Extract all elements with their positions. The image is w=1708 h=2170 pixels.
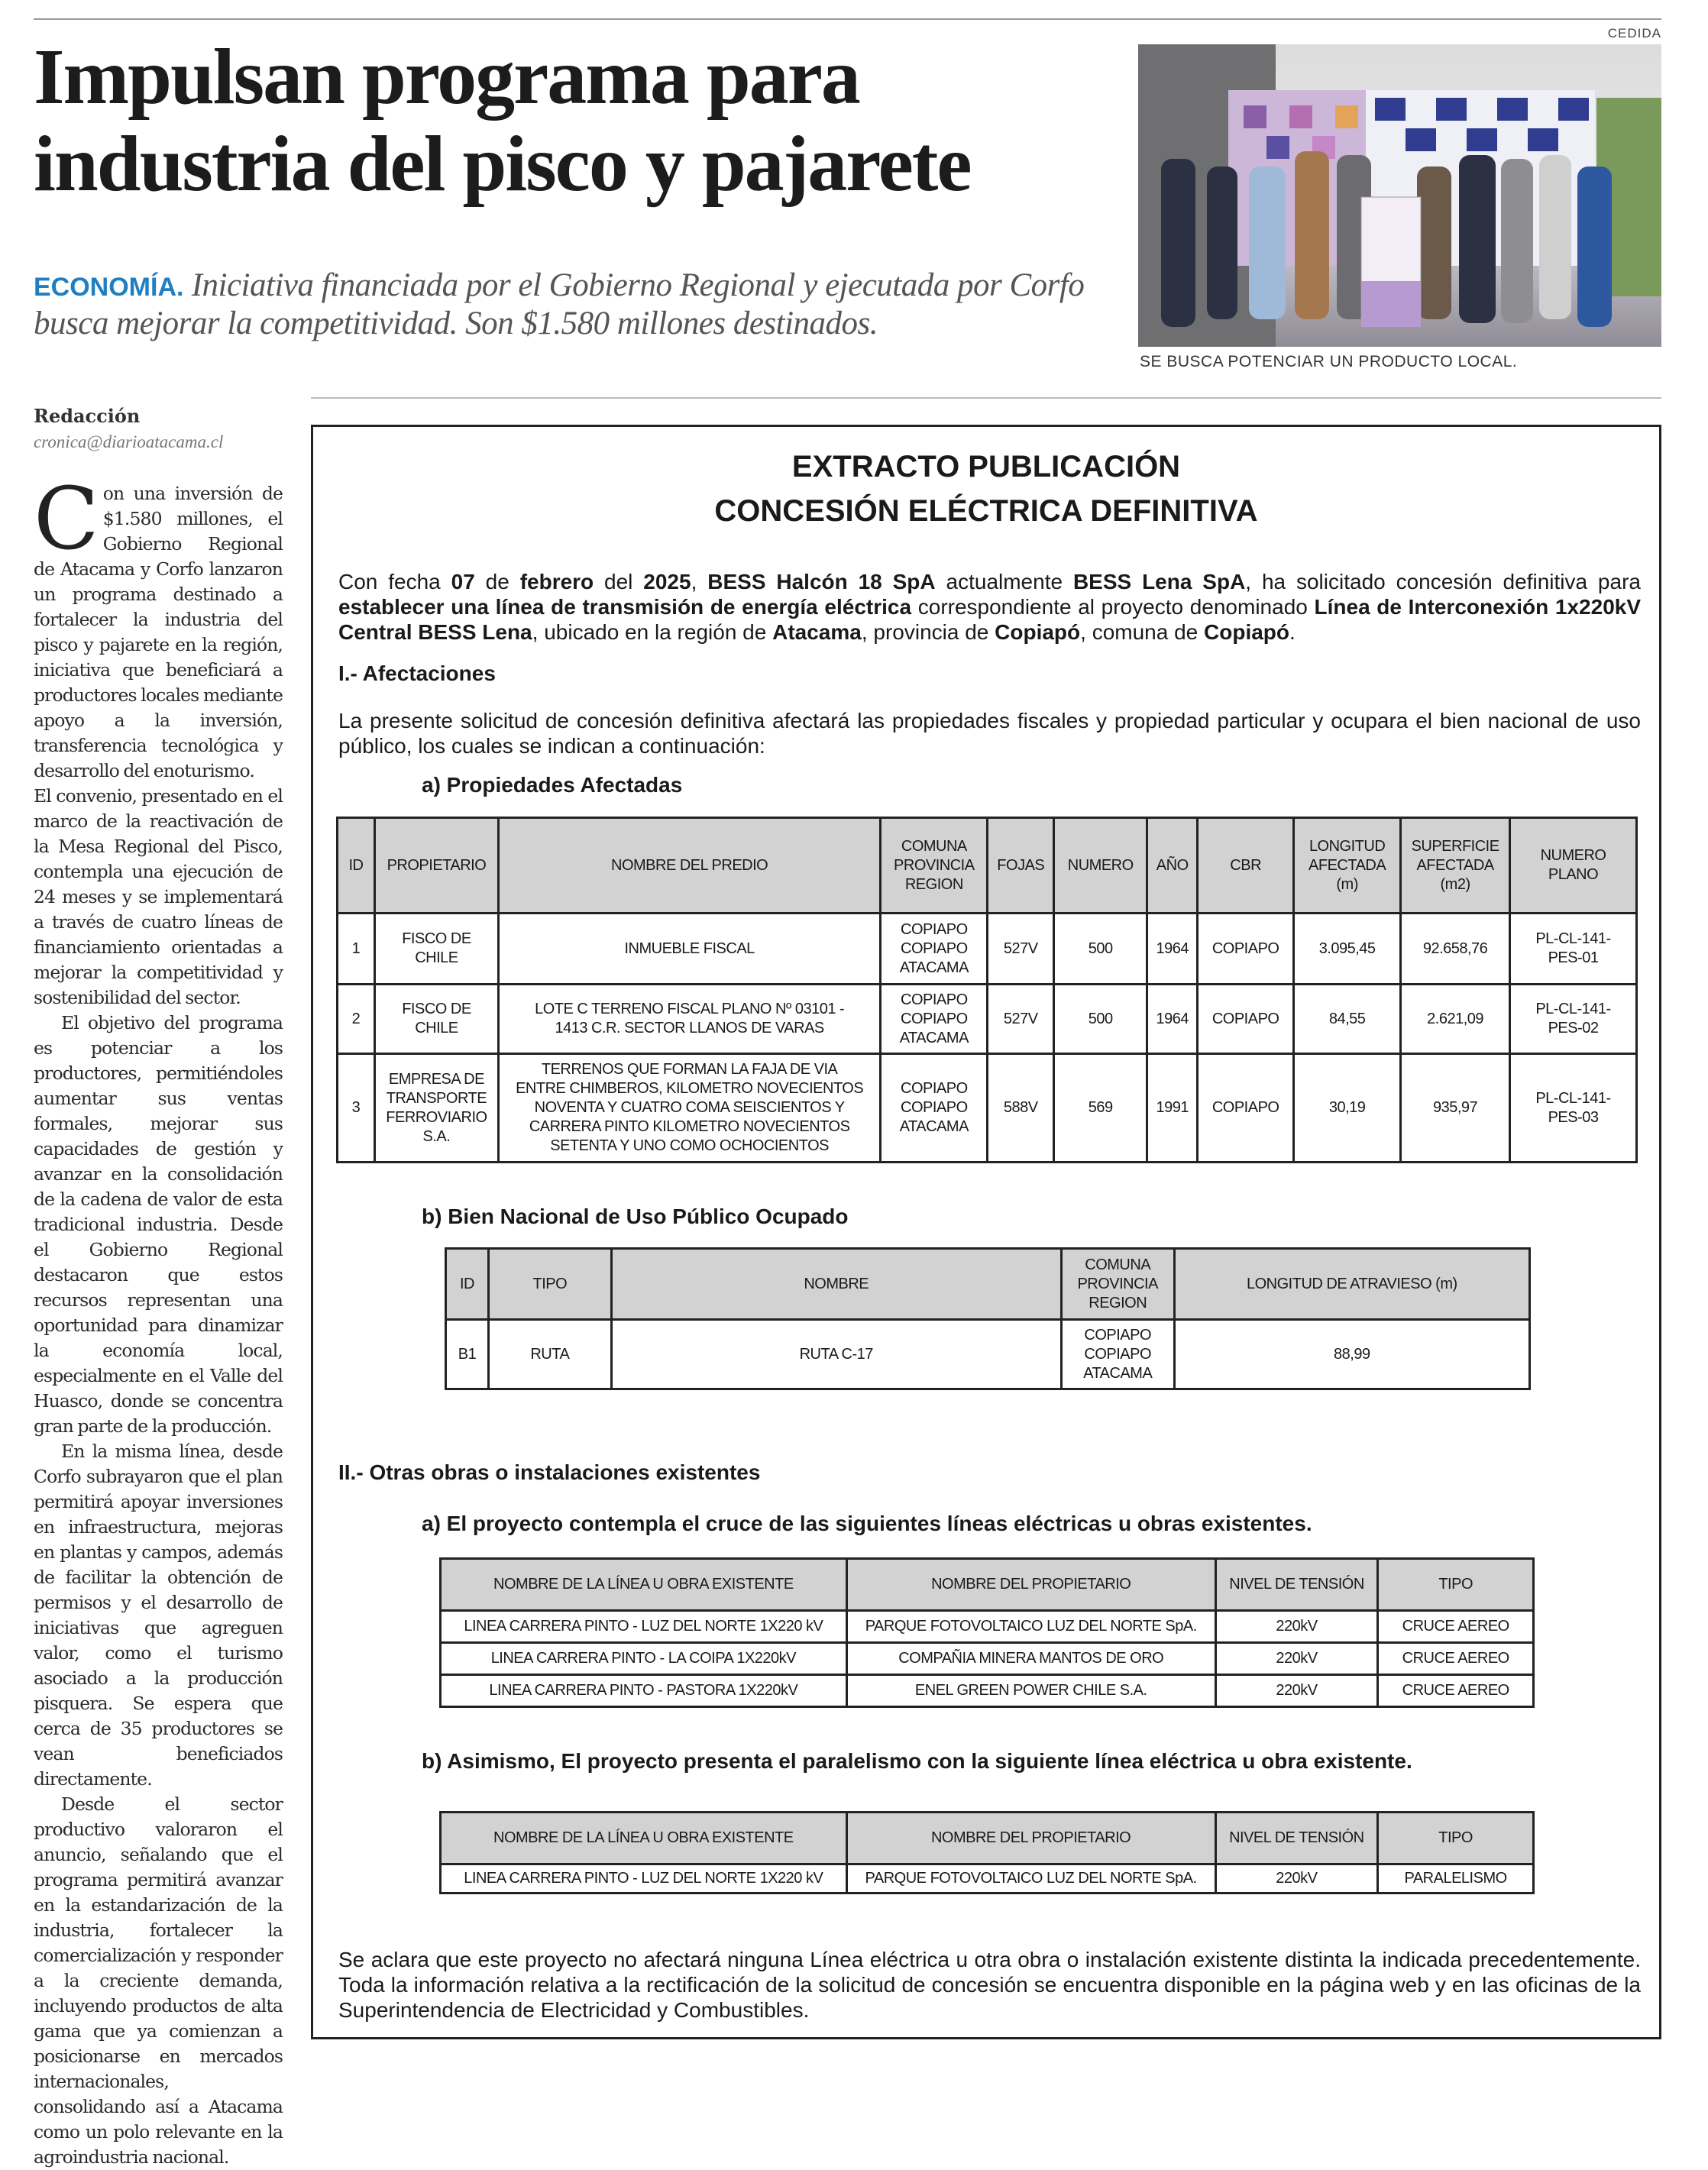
- column-header: NOMBRE DE LA LÍNEA U OBRA EXISTENTE: [441, 1813, 847, 1864]
- intro-text: actualmente: [935, 570, 1073, 593]
- intro-bold-text: BESS Halcón 18 SpA: [707, 570, 936, 593]
- intro-bold-text: 07: [451, 570, 475, 593]
- legal-notice-box: [311, 425, 1661, 2039]
- intro-text: ,: [691, 570, 708, 593]
- table-cell: 30,19: [1294, 1054, 1401, 1163]
- headline-line: industria del pisco y pajarete: [34, 120, 971, 208]
- table-cell: 3.095,45: [1294, 914, 1401, 985]
- column-header: COMUNA PROVINCIA REGION: [881, 818, 988, 914]
- table-cell: 220kV: [1215, 1611, 1378, 1643]
- section-divider: [311, 397, 1661, 399]
- body-paragraph: El objetivo del programa es potenciar a los productores, permitiéndoles aumentar sus ventas formales, mejorar sus capacidades de gestión y avanzar en la consolidación de la cadena de valor de esta tradicional industria. Desde el Gobierno Regional destacaron que estos recursos representan una oportunidad para dinamizar la economía local, especialmente en el Valle del Huasco, donde se concentra gran parte de la producción.: [34, 1012, 283, 1437]
- intro-text: correspondiente al proyecto denominado: [911, 595, 1315, 619]
- table-cell: COMPAÑIA MINERA MANTOS DE ORO: [846, 1643, 1215, 1675]
- table-cell: 1964: [1147, 985, 1198, 1054]
- table-cell: LINEA CARRERA PINTO - LUZ DEL NORTE 1X220 kV: [441, 1611, 847, 1643]
- column-header: CBR: [1198, 818, 1294, 914]
- article-photo: [1138, 44, 1661, 347]
- table-header-row: [441, 1559, 1534, 1611]
- table-cell: 1991: [1147, 1054, 1198, 1163]
- column-header: NIVEL DE TENSIÓN: [1215, 1813, 1378, 1864]
- column-header: AÑO: [1147, 818, 1198, 914]
- table-cell: 220kV: [1215, 1864, 1378, 1893]
- column-header: SUPERFICIE AFECTADA (m2): [1401, 818, 1510, 914]
- notice-subtitle: CONCESIÓN ELÉCTRICA DEFINITIVA: [714, 494, 1258, 528]
- column-header: NIVEL DE TENSIÓN: [1215, 1559, 1378, 1611]
- table-cell: 92.658,76: [1401, 914, 1510, 985]
- table-row: [441, 1864, 1534, 1893]
- table-cell: 220kV: [1215, 1675, 1378, 1707]
- table-cell: 1: [338, 914, 375, 985]
- cruce-table: [439, 1557, 1535, 1708]
- table-row: [441, 1611, 1534, 1643]
- table-cell: COPIAPO COPIAPO ATACAMA: [881, 1054, 988, 1163]
- column-header: NOMBRE DEL PROPIETARIO: [846, 1559, 1215, 1611]
- table-cell: 588V: [988, 1054, 1054, 1163]
- cruce-heading: a) El proyecto contempla el cruce de las siguientes líneas eléctricas u obras existentes.: [422, 1512, 1312, 1535]
- table-cell: FISCO DE CHILE: [374, 985, 498, 1054]
- propiedades-heading: a) Propiedades Afectadas: [422, 773, 683, 797]
- table-cell: 3: [338, 1054, 375, 1163]
- column-header: TIPO: [1378, 1813, 1534, 1864]
- column-header: NOMBRE DEL PROPIETARIO: [846, 1813, 1215, 1864]
- column-header: NOMBRE DEL PREDIO: [498, 818, 880, 914]
- intro-bold-text: febrero: [519, 570, 594, 593]
- table-cell: PARALELISMO: [1378, 1864, 1534, 1893]
- column-header: NUMERO: [1054, 818, 1147, 914]
- paralelismo-heading: b) Asimismo, El proyecto presenta el paralelismo con la siguiente línea eléctrica u obra existente.: [422, 1749, 1412, 1773]
- afectaciones-text: La presente solicitud de concesión definitiva afectará las propiedades fiscales y propiedad particular y ocupara el bien nacional de uso público, los cuales se indican a continuación:: [338, 709, 1641, 758]
- table-cell: COPIAPO COPIAPO ATACAMA: [881, 985, 988, 1054]
- table-cell: PL-CL-141- PES-03: [1510, 1054, 1637, 1163]
- table-cell: FISCO DE CHILE: [374, 914, 498, 985]
- body-paragraph: on una inversión de $1.580 millones, el Gobierno Regional de Atacama y Corfo lanzaron un programa destinado a fortalecer la industria del pisco y pajarete en la región, iniciativa que beneficiará a productores locales mediante apoyo a la inversión, transferencia tecnológica y desarrollo del enoturismo.: [34, 483, 283, 781]
- table-cell: LINEA CARRERA PINTO - PASTORA 1X220kV: [441, 1675, 847, 1707]
- intro-text: , comuna de: [1080, 620, 1205, 644]
- column-header: ID: [338, 818, 375, 914]
- author-email[interactable]: cronica@diarioatacama.cl: [34, 432, 224, 451]
- table-cell: COPIAPO COPIAPO ATACAMA: [881, 914, 988, 985]
- table-header-row: [446, 1249, 1530, 1320]
- table-cell: TERRENOS QUE FORMAN LA FAJA DE VIA ENTRE CHIMBEROS, KILOMETRO NOVECIENTOS NOVENTA Y CUATRO COMA SEISCIENTOS Y CARRERA PINTO KILOMETRO NOVECIENTOS SETENTA Y UNO COMO OCHOCIENTOS: [498, 1054, 880, 1163]
- table-cell: 2: [338, 985, 375, 1054]
- table-cell: LOTE C TERRENO FISCAL PLANO Nº 03101 - 1413 C.R. SECTOR LLANOS DE VARAS: [498, 985, 880, 1054]
- table-cell: 84,55: [1294, 985, 1401, 1054]
- table-cell: 527V: [988, 914, 1054, 985]
- column-header: NOMBRE: [611, 1249, 1061, 1320]
- bien-nacional-table: [445, 1247, 1531, 1390]
- table-cell: INMUEBLE FISCAL: [498, 914, 880, 985]
- subhead-text: Iniciativa financiada por el Gobierno Regional y ejecutada por Corfo busca mejorar la competitividad. Son $1.580 millones destinados.: [34, 267, 1085, 341]
- intro-bold-text: Atacama: [772, 620, 862, 644]
- byline: Redacción: [34, 405, 141, 427]
- article-body: [34, 470, 283, 2170]
- table-row: [338, 1054, 1637, 1163]
- table-cell: COPIAPO: [1198, 1054, 1294, 1163]
- intro-bold-text: 2025: [643, 570, 691, 593]
- table-cell: 935,97: [1401, 1054, 1510, 1163]
- photo-caption: SE BUSCA POTENCIAR UN PRODUCTO LOCAL.: [1140, 353, 1518, 370]
- table-cell: LINEA CARRERA PINTO - LA COIPA 1X220kV: [441, 1643, 847, 1675]
- column-header: NUMERO PLANO: [1510, 818, 1637, 914]
- table-header-row: [441, 1813, 1534, 1864]
- table-row: [441, 1675, 1534, 1707]
- table-cell: COPIAPO COPIAPO ATACAMA: [1061, 1320, 1174, 1389]
- body-paragraph: El convenio, presentado en el marco de la reactivación de la Mesa Regional del Pisco, contempla una ejecución de 24 meses y se implementará a través de cuatro líneas de financiamiento orientadas a mejorar la competitividad y sostenibilidad del sector.: [34, 785, 283, 1008]
- table-row: [338, 914, 1637, 985]
- table-cell: COPIAPO: [1198, 914, 1294, 985]
- table-cell: PARQUE FOTOVOLTAICO LUZ DEL NORTE SpA.: [846, 1864, 1215, 1893]
- body-paragraph: Desde el sector productivo valoraron el anuncio, señalando que el programa permitirá avanzar en la estandarización de la industria, fortalecer la comercialización y responder a la creciente demanda, incluyendo productos de alta gama que ya comienzan a posicionarse en mercados internacionales, consolidando así a Atacama como un polo relevante en la agroindustria nacional.: [34, 1793, 283, 2168]
- table-cell: PL-CL-141- PES-01: [1510, 914, 1637, 985]
- column-header: PROPIETARIO: [374, 818, 498, 914]
- table-row: [338, 985, 1637, 1054]
- table-row: [446, 1320, 1530, 1389]
- table-cell: PL-CL-141- PES-02: [1510, 985, 1637, 1054]
- intro-bold-text: Copiapó: [1204, 620, 1290, 644]
- intro-bold-text: Copiapó: [995, 620, 1081, 644]
- table-cell: EMPRESA DE TRANSPORTE FERROVIARIO S.A.: [374, 1054, 498, 1163]
- intro-bold-text: Línea de Interconexión 1x220kV Central BESS Lena: [338, 595, 1642, 644]
- photo-credit: CEDIDA: [1607, 26, 1661, 40]
- notice-title: EXTRACTO PUBLICACIÓN: [791, 450, 1181, 483]
- table-cell: 500: [1054, 985, 1147, 1054]
- bien-nacional-heading: b) Bien Nacional de Uso Público Ocupado: [422, 1205, 849, 1228]
- body-paragraph: En la misma línea, desde Corfo subrayaron que el plan permitirá apoyar inversiones en infraestructura, mejoras en plantas y campos, además de facilitar la obtención de permisos y el desarrollo de iniciativas que agreguen valor, como el turismo asociado a la producción pisquera. Se espera que cerca de 35 productores se vean beneficiados directamente.: [34, 1441, 283, 1790]
- table-cell: RUTA C-17: [611, 1320, 1061, 1389]
- table-cell: LINEA CARRERA PINTO - LUZ DEL NORTE 1X220 kV: [441, 1864, 847, 1893]
- table-cell: B1: [446, 1320, 489, 1389]
- intro-text: , ha solicitado concesión definitiva para: [1245, 570, 1641, 593]
- subhead: [34, 267, 1118, 342]
- table-cell: 569: [1054, 1054, 1147, 1163]
- section-afectaciones: I.- Afectaciones: [338, 661, 496, 685]
- intro-bold-text: BESS Lena SpA: [1072, 570, 1246, 593]
- table-cell: 527V: [988, 985, 1054, 1054]
- table-cell: 500: [1054, 914, 1147, 985]
- intro-text: , ubicado en la región de: [532, 620, 773, 644]
- table-cell: 88,99: [1174, 1320, 1529, 1389]
- table-cell: CRUCE AEREO: [1378, 1675, 1534, 1707]
- column-header: TIPO: [1378, 1559, 1534, 1611]
- table-cell: RUTA: [488, 1320, 611, 1389]
- column-header: COMUNA PROVINCIA REGION: [1061, 1249, 1174, 1320]
- section-label: ECONOMÍA.: [34, 273, 184, 302]
- table-cell: CRUCE AEREO: [1378, 1643, 1534, 1675]
- table-cell: ENEL GREEN POWER CHILE S.A.: [846, 1675, 1215, 1707]
- column-header: NOMBRE DE LA LÍNEA U OBRA EXISTENTE: [441, 1559, 847, 1611]
- intro-bold-text: establecer una línea de transmisión de energía eléctrica: [338, 595, 912, 619]
- column-header: LONGITUD AFECTADA (m): [1294, 818, 1401, 914]
- headline: [34, 34, 1134, 217]
- headline-line: Impulsan programa para: [34, 33, 859, 121]
- section-otras-obras: II.- Otras obras o instalaciones existentes: [338, 1460, 761, 1484]
- table-row: [441, 1643, 1534, 1675]
- notice-intro: [338, 569, 1641, 645]
- closing-text: Se aclara que este proyecto no afectará ninguna Línea eléctrica u otra obra o instalación existente distinta la indicada precedentemente. Toda la información relativa a la rectificación de la solicitud de concesión se encuentra disponible en la página web y en las oficinas de la Superintendencia de Electricidad y Combustibles.: [338, 1948, 1641, 2022]
- column-header: ID: [446, 1249, 489, 1320]
- table-cell: CRUCE AEREO: [1378, 1611, 1534, 1643]
- intro-text: de: [474, 570, 520, 593]
- column-header: LONGITUD DE ATRAVIESO (m): [1174, 1249, 1529, 1320]
- intro-text: , provincia de: [861, 620, 995, 644]
- intro-text: Con fecha: [338, 570, 451, 593]
- table-cell: 220kV: [1215, 1643, 1378, 1675]
- table-cell: PARQUE FOTOVOLTAICO LUZ DEL NORTE SpA.: [846, 1611, 1215, 1643]
- column-header: FOJAS: [988, 818, 1054, 914]
- propiedades-table: [336, 817, 1638, 1163]
- paralelismo-table: [439, 1811, 1535, 1894]
- table-header-row: [338, 818, 1637, 914]
- table-cell: 2.621,09: [1401, 985, 1510, 1054]
- drop-cap: C: [34, 470, 99, 569]
- intro-text: .: [1289, 620, 1296, 644]
- top-rule: [34, 18, 1661, 20]
- intro-text: del: [594, 570, 644, 593]
- table-cell: 1964: [1147, 914, 1198, 985]
- group-photo-illustration: [1138, 44, 1661, 347]
- table-cell: COPIAPO: [1198, 985, 1294, 1054]
- column-header: TIPO: [488, 1249, 611, 1320]
